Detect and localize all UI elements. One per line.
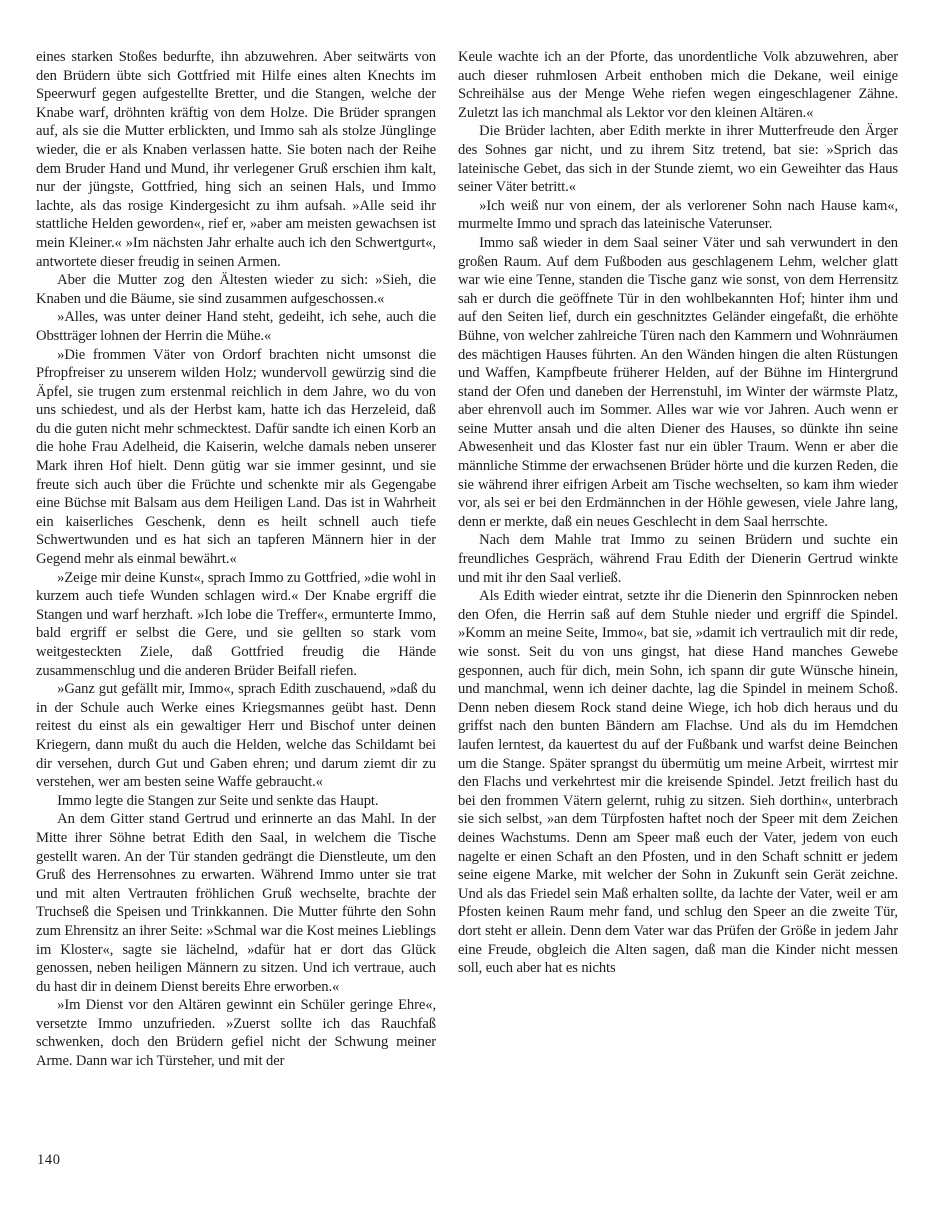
paragraph: An dem Gitter stand Gertrud und erinnerte an das Mahl. In der Mitte ihrer Söhne betrat Edith den Saal, in welchem die Tische gestellt waren. An der Tür standen gedrängt die Dienstleute, um den Gruß des Herrensohnes zu erwarten. Während Immo unter sie trat und mit alten Vertrauten fröhlichen Gruß wechselte, brachte der Truchseß die Speisen und Trinkkannen. Die Mutter führte den Sohn zum Ehrensitz an ihrer Seite: »Schmal war die Kost meines Lieblings im Kloster«, sagte sie lächelnd, »dafür hat er dort das Glück genossen, neben heiligen Männern zu sitzen. Und ich vertraue, auch du hast dir in deinem Dienst bereits Ehre erworben.«: [36, 811, 436, 995]
paragraph: »Die frommen Väter von Ordorf brachten nicht umsonst die Pfropfreiser zu unserem wilden Holz; wundervoll gewürzig sind die Äpfel, sie trugen zum erstenmal reichlich in dem Jahre, wo du von uns schiedest, und als der Herbst kam, hatte ich das Herzeleid, daß du die guten nicht mehr schmecktest. Dafür sandte ich einen Korb an die hohe Frau Adelheid, die Kaiserin, welche damals neben unserer Mark ihren Hof hielt. Denn gütig war sie immer gesinnt, und sie freute sich auch über die Früchte und schenkte mir als Gegengabe eine Büchse mit Balsam aus dem Heiligen Land. Das ist in Wahrheit ein kaiserliches Geschenk, denn es heilt schnell auch tiefe Schwertwunden und es hat sich an tapferen Männern hier in der Gegend mehr als einmal bewährt.«: [36, 346, 436, 568]
paragraph: Die Brüder lachten, aber Edith merkte in ihrer Mutterfreude den Ärger des Sohnes gar nicht, und zu ihrem Sitz tretend, bat sie: »Sprich das lateinische Gebet, das sich in der Stunde ziemt, wo ein Geweihter das Haus seiner Väter betritt.«: [458, 123, 898, 196]
paragraph: »Zeige mir deine Kunst«, sprach Immo zu Gottfried, »die wohl in kurzem auch tiefe Wunden schlagen wird.« Der Knabe ergriff die Stangen und warf herzhaft. »Ich lobe die Treffer«, ermunterte Immo, bald ergriff er selbst die Gere, und sie gellten so stark vom weitgesteckten Ziele, daß Gottfried freudig die Hände zusammenschlug und die anderen Brüder Beifall riefen.: [36, 569, 436, 679]
paragraph: eines starken Stoßes bedurfte, ihn abzuwehren. Aber seitwärts von den Brüdern übte sich Gottfried mit Hilfe eines alten Knechts im Speerwurf gegen aufgestellte Bretter, und die Stangen, welche der Knabe warf, dröhnten kräftig von dem Holze. Die Brüder sprangen auf, als sie die Mutter erblickten, und Immo sah als stolze Jünglinge wieder, die er als Knaben verlassen hatte. Sie boten nach der Reihe dem Bruder Hand und Mund, ihr verlegener Gruß erschien ihm kalt, nur der jüngste, Gottfried, hing sich an seinen Hals, und Immo lachte, als das rosige Kindergesicht zu ihm aufsah. »Alle seid ihr stattliche Helden geworden«, rief er, »aber am meisten gewachsen ist mein Kleiner.« »Im nächsten Jahr erhalte auch ich den Schwertgurt«, antwortete dieser freudig in seinen Armen.: [36, 49, 436, 270]
paragraph: »Im Dienst vor den Altären gewinnt ein Schüler geringe Ehre«, versetzte Immo unzufrieden. »Zuerst sollte ich das Rauchfaß schwenken, doch den Brüdern gefiel nicht der Schwung meiner Arme. Dann war ich Türsteher, und mit der: [36, 997, 436, 1070]
paragraph: »Ganz gut gefällt mir, Immo«, sprach Edith zuschauend, »daß du in der Schule auch Werke eines Kriegsmannes geübt hast. Denn reitest du einst als ein gewaltiger Herr und Bischof unter deinen Kriegern, dann mußt du auch die Helden, welche das Schildamt bei dir versehen, durch Gut und Gaben ehren; und darum ziemt dir zu verstehen, wer am besten seine Waffe gebraucht.«: [36, 681, 436, 791]
paragraph: Aber die Mutter zog den Ältesten wieder zu sich: »Sieh, die Knaben und die Bäume, sie sind zusammen aufgeschossen.«: [36, 272, 436, 307]
paragraph: »Ich weiß nur von einem, der als verlorener Sohn nach Hause kam«, murmelte Immo und sprach das lateinische Vaterunser.: [458, 197, 898, 233]
paragraph: »Alles, was unter deiner Hand steht, gedeiht, ich sehe, auch die Obstträger lohnen der Herrin die Mühe.«: [36, 309, 436, 344]
text-columns: [36, 48, 898, 1150]
paragraph: Als Edith wieder eintrat, setzte ihr die Dienerin den Spinnrocken neben den Ofen, die Herrin saß auf dem Stuhle nieder und ergriff die Spindel. »Komm an meine Seite, Immo«, bat sie, »damit ich vertraulich mit dir rede, wie sonst. Seit du von uns gingst, hat diese Hand manches Gewebe gesponnen, auch für dich, mein Sohn, ich spann dir gute Wünsche hinein, und manchmal, wenn ich deiner dachte, lag die Spindel in meinem Schoß. Denn neben diesem Rock stand deine Wiege, ich hob dich heraus und du griffst nach den bunten Bändern am Flachse. Und als du im Hemdchen laufen lerntest, da kauertest du auf der Fußbank und warfst deine Beinchen um die Stange. Später sprangst du übermütig um meine Arbeit, wirrtest mir den Flachs und verkehrtest mir die kreisende Spindel. Jetzt freilich hast du bei den frommen Vätern gelernt, ruhig zu sitzen. Sieh dorthin«, unterbrach sie sich selbst, »an dem Türpfosten haftet noch der Speer mit dem Zeichen deines Wachstums. Denn am Speer maß euch der Vater, jedem von euch nagelte er einen Schaft an den Pfosten, und in den Schaft schnitt er jedem seine eigene Marke, mit welcher der Sohn in Zukunft sein Gerät zeichne. Und als das Friedel sein Maß erhalten sollte, da lachte der Vater, weil er am Pfosten keinen Raum mehr fand, und schlug den Speer an die zweite Tür, dort steht er allein. Denn dem Vater war das Prüfen der Größe in jedem Jahr eine Freude, obgleich die Alten sagen, daß man die Kinder nicht messen soll, euch aber hat es nichts: [458, 588, 898, 977]
text-column-right: [458, 48, 898, 1150]
page-number: 140: [37, 1152, 61, 1168]
paragraph: Immo saß wieder in dem Saal seiner Väter und sah verwundert in den großen Raum. Auf dem Fußboden aus geschlagenem Lehm, welcher glatt war wie eine Tenne, standen die Tische ganz wie sonst, von dem Herrensitz sah er durch die geöffnete Tür in den wohlbekannten Hof; hinter ihm und auf den Seiten lief, durch ein geschnitztes Geländer eingefaßt, die erhöhte Bühne, von welcher zahlreiche Türen nach den Kammern und Wohnräumen des mächtigen Hauses führten. An den Wänden hingen die alten Rüstungen und Waffen, Kampfbeute früherer Helden, auf der Bühne im Hintergrund stand der Ofen und daneben der Herrenstuhl, im Winter der wärmste Platz, aber ehrenvoll auch im Sommer. Alles war wie vor Jahren. Auch wenn er seine Mutter ansah und die alten Diener des Hauses, so dünkte ihn seine Abwesenheit und das Kloster fast nur ein übler Traum. Wenn er aber die männliche Stimme der erwachsenen Brüder hörte und die kurzen Reden, die sie während ihrer eifrigen Arbeit am Tische wechselten, so kam ihm wieder vor, als sei er bei den Erdmännchen in der Höhle gewesen, viele Jahre lang, denn er merkte, daß ein neues Geschlecht in dem Saal herrschte.: [458, 234, 898, 530]
paragraph: Nach dem Mahle trat Immo zu seinen Brüdern und suchte ein freundliches Gespräch, während Frau Edith der Dienerin Gertrud winkte und mit ihr den Saal verließ.: [458, 532, 898, 586]
text-column-left: [36, 48, 436, 1150]
paragraph: Keule wachte ich an der Pforte, das unordentliche Volk abzuwehren, aber auch dieser ruhmlosen Arbeit enthoben mich die Dekane, weil einige Schreihälse aus der Menge Wehe riefen wegen eingeschlagener Zähne. Zuletzt las ich manchmal als Lektor vor den kleinen Altären.«: [458, 49, 898, 121]
paragraph: Immo legte die Stangen zur Seite und senkte das Haupt.: [57, 792, 379, 809]
